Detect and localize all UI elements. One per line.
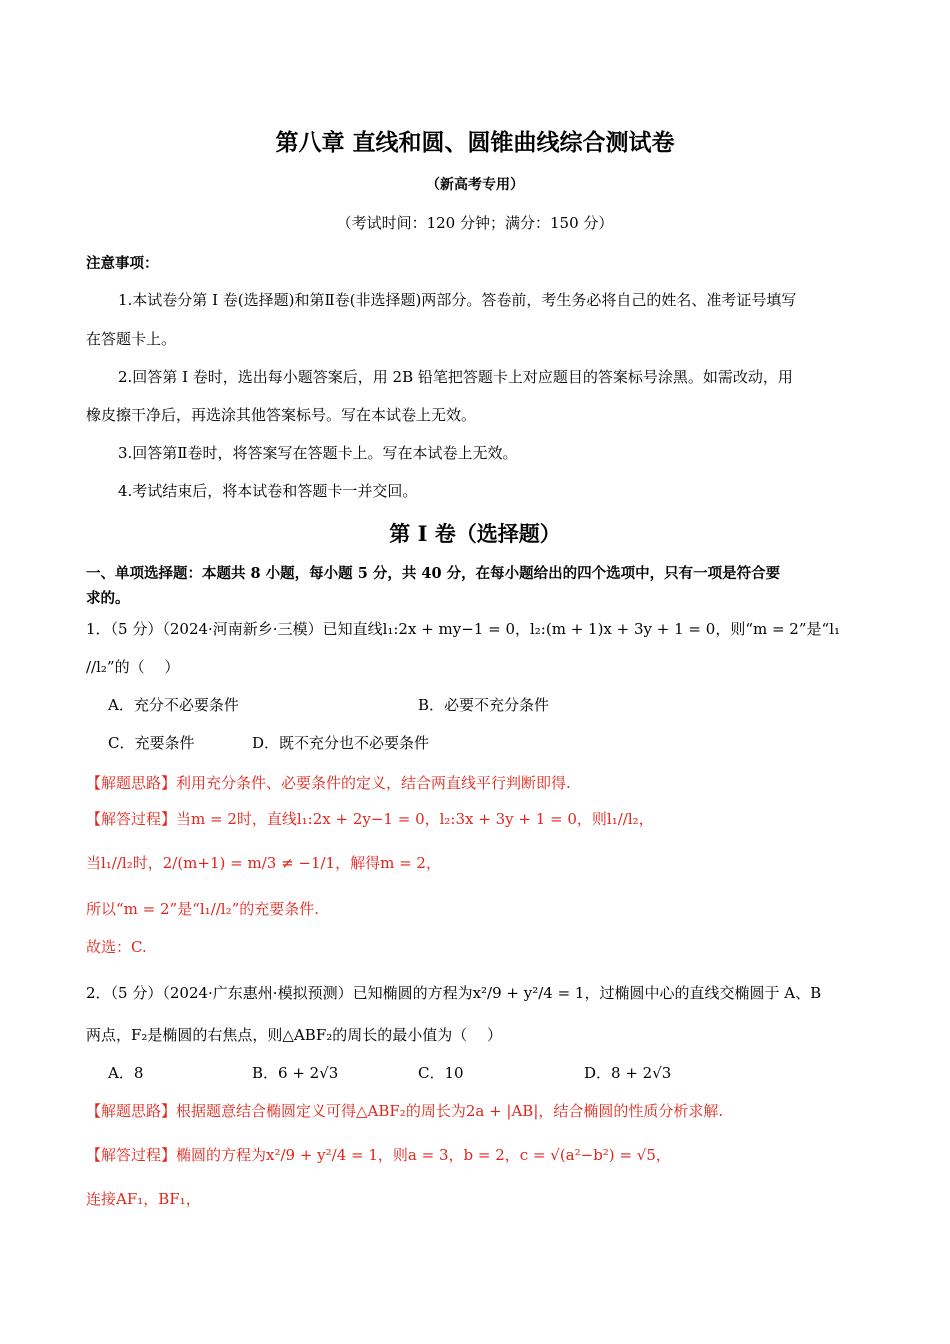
q1-solution-idea: 【解题思路】利用充分条件、必要条件的定义，结合两直线平行判断即得. — [86, 774, 571, 792]
q2-solution-process: 【解答过程】椭圆的方程为x²/9 + y²/4 = 1，则a = 3，b = 2，c = √(a²−b²) = √5， — [86, 1146, 671, 1164]
q1-solution-process: 【解答过程】当m = 2时，直线l₁:2x + 2y−1 = 0，l₂:3x + 3y + 1 = 0，则l₁//l₂， — [86, 810, 654, 828]
q2-solution-idea: 【解题思路】根据题意结合椭圆定义可得△ABF₂的周长为2a + |AB|，结合椭圆的性质分析求解. — [86, 1102, 724, 1120]
q1-option-c: C．充要条件 — [108, 734, 195, 752]
q1-option-b: B．必要不充分条件 — [418, 696, 550, 714]
notice-item-3: 3.回答第Ⅱ卷时，将答案写在答题卡上。写在本试卷上无效。 — [118, 444, 518, 462]
q2-solution-process-2: 连接AF₁，BF₁， — [86, 1190, 201, 1208]
q2-stem: 2．（5 分）（2024·广东惠州·模拟预测）已知椭圆的方程为x²/9 + y²/4 = 1，过椭圆中心的直线交椭圆于 A、B — [86, 984, 822, 1002]
part-heading-cont: 求的。 — [86, 590, 130, 607]
q1-option-d: D．既不充分也不必要条件 — [252, 734, 430, 752]
q1-solution-process-3: 所以“m = 2”是“l₁//l₂”的充要条件. — [86, 900, 320, 918]
q1-option-a: A．充分不必要条件 — [108, 696, 239, 714]
notice-item-2: 2.回答第 I 卷时，选出每小题答案后，用 2B 铅笔把答题卡上对应题目的答案标号涂黑。如需改动，用 — [118, 368, 793, 386]
page-subtitle: （新高考专用） — [426, 177, 524, 193]
notice-item-2-cont: 橡皮擦干净后，再选涂其他答案标号。写在本试卷上无效。 — [86, 406, 477, 424]
q1-stem: 1．（5 分）（2024·河南新乡·三模）已知直线l₁:2x + my−1 = 0，l₂:(m + 1)x + 3y + 1 = 0，则“m = 2”是“l₁ — [86, 620, 841, 638]
q1-solution-process-2: 当l₁//l₂时，2/(m+1) = m/3 ≠ −1/1，解得m = 2， — [86, 854, 441, 872]
q2-option-c: C．10 — [418, 1064, 464, 1082]
section-title: 第 I 卷（选择题） — [389, 521, 561, 546]
q2-option-a: A．8 — [108, 1064, 144, 1082]
notice-item-1-cont: 在答题卡上。 — [86, 330, 177, 348]
q2-option-d: D．8 + 2√3 — [584, 1064, 672, 1082]
q2-stem-cont: 两点，F₂是椭圆的右焦点，则△ABF₂的周长的最小值为（ ） — [86, 1026, 503, 1044]
part-heading: 一、单项选择题：本题共 8 小题，每小题 5 分，共 40 分，在每小题给出的四个选项中，只有一项是符合要 — [86, 565, 781, 582]
notice-heading: 注意事项： — [86, 255, 159, 272]
notice-item-4: 4.考试结束后，将本试卷和答题卡一并交回。 — [118, 482, 418, 500]
notice-item-1: 1.本试卷分第 I 卷(选择题)和第Ⅱ卷(非选择题)两部分。答卷前，考生务必将自己的姓名、准考证号填写 — [118, 291, 797, 309]
q1-stem-cont: //l₂”的（ ） — [86, 658, 180, 676]
q1-answer: 故选：C. — [86, 938, 147, 956]
exam-time: （考试时间：120 分钟；满分：150 分） — [336, 214, 614, 232]
q2-option-b: B．6 + 2√3 — [252, 1064, 339, 1082]
page-title: 第八章 直线和圆、圆锥曲线综合测试卷 — [275, 129, 675, 156]
